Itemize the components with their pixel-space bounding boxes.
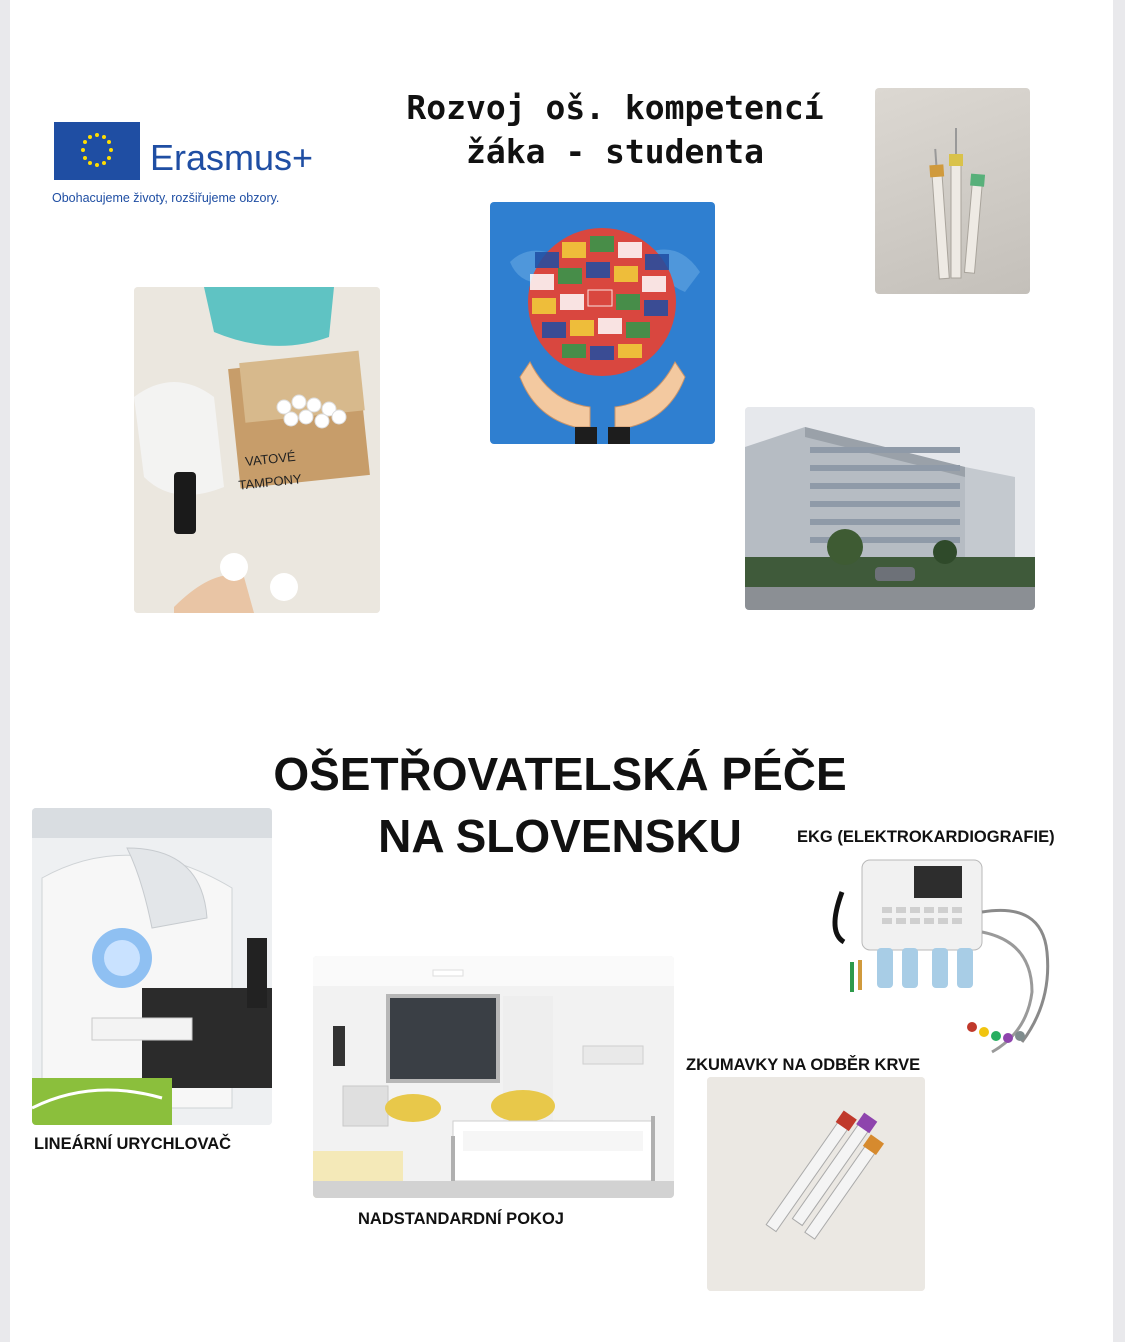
hospital-building-photo — [745, 407, 1035, 610]
ekg-caption: EKG (ELEKTROKARDIOGRAFIE) — [797, 828, 1055, 846]
linear-accelerator-photo — [32, 808, 272, 1125]
erasmus-tagline: Obohacujeme životy, rozšiřujeme obzory. — [52, 191, 280, 205]
erasmus-logo-text: Erasmus+ — [150, 137, 314, 178]
box-label-line-2: TAMPONY — [237, 471, 303, 493]
linac-caption: LINEÁRNÍ URYCHLOVAČ — [34, 1135, 232, 1153]
room-caption: NADSTANDARDNÍ POKOJ — [358, 1210, 564, 1228]
tubes-caption: ZKUMAVKY NA ODBĚR KRVE — [686, 1056, 921, 1074]
headline-line-1: OŠETŘOVATELSKÁ PÉČE — [273, 748, 847, 800]
box-label-line-1: VATOVÉ — [244, 448, 297, 469]
poster-page — [10, 0, 1113, 1342]
title-line-1: Rozvoj oš. kompetencí — [406, 88, 824, 127]
hospital-room-photo — [313, 956, 674, 1198]
blood-tubes-photo — [707, 1077, 925, 1291]
title-line-2: žáka - studenta — [465, 132, 764, 171]
globe-hands-illustration — [490, 202, 715, 444]
syringes-photo — [875, 88, 1030, 294]
page-title — [390, 86, 840, 174]
ekg-device-photo — [822, 852, 1067, 1064]
cotton-swabs-photo — [134, 287, 380, 613]
main-headline — [210, 743, 910, 867]
eu-flag-icon — [54, 122, 140, 180]
headline-line-2: NA SLOVENSKU — [378, 810, 742, 862]
